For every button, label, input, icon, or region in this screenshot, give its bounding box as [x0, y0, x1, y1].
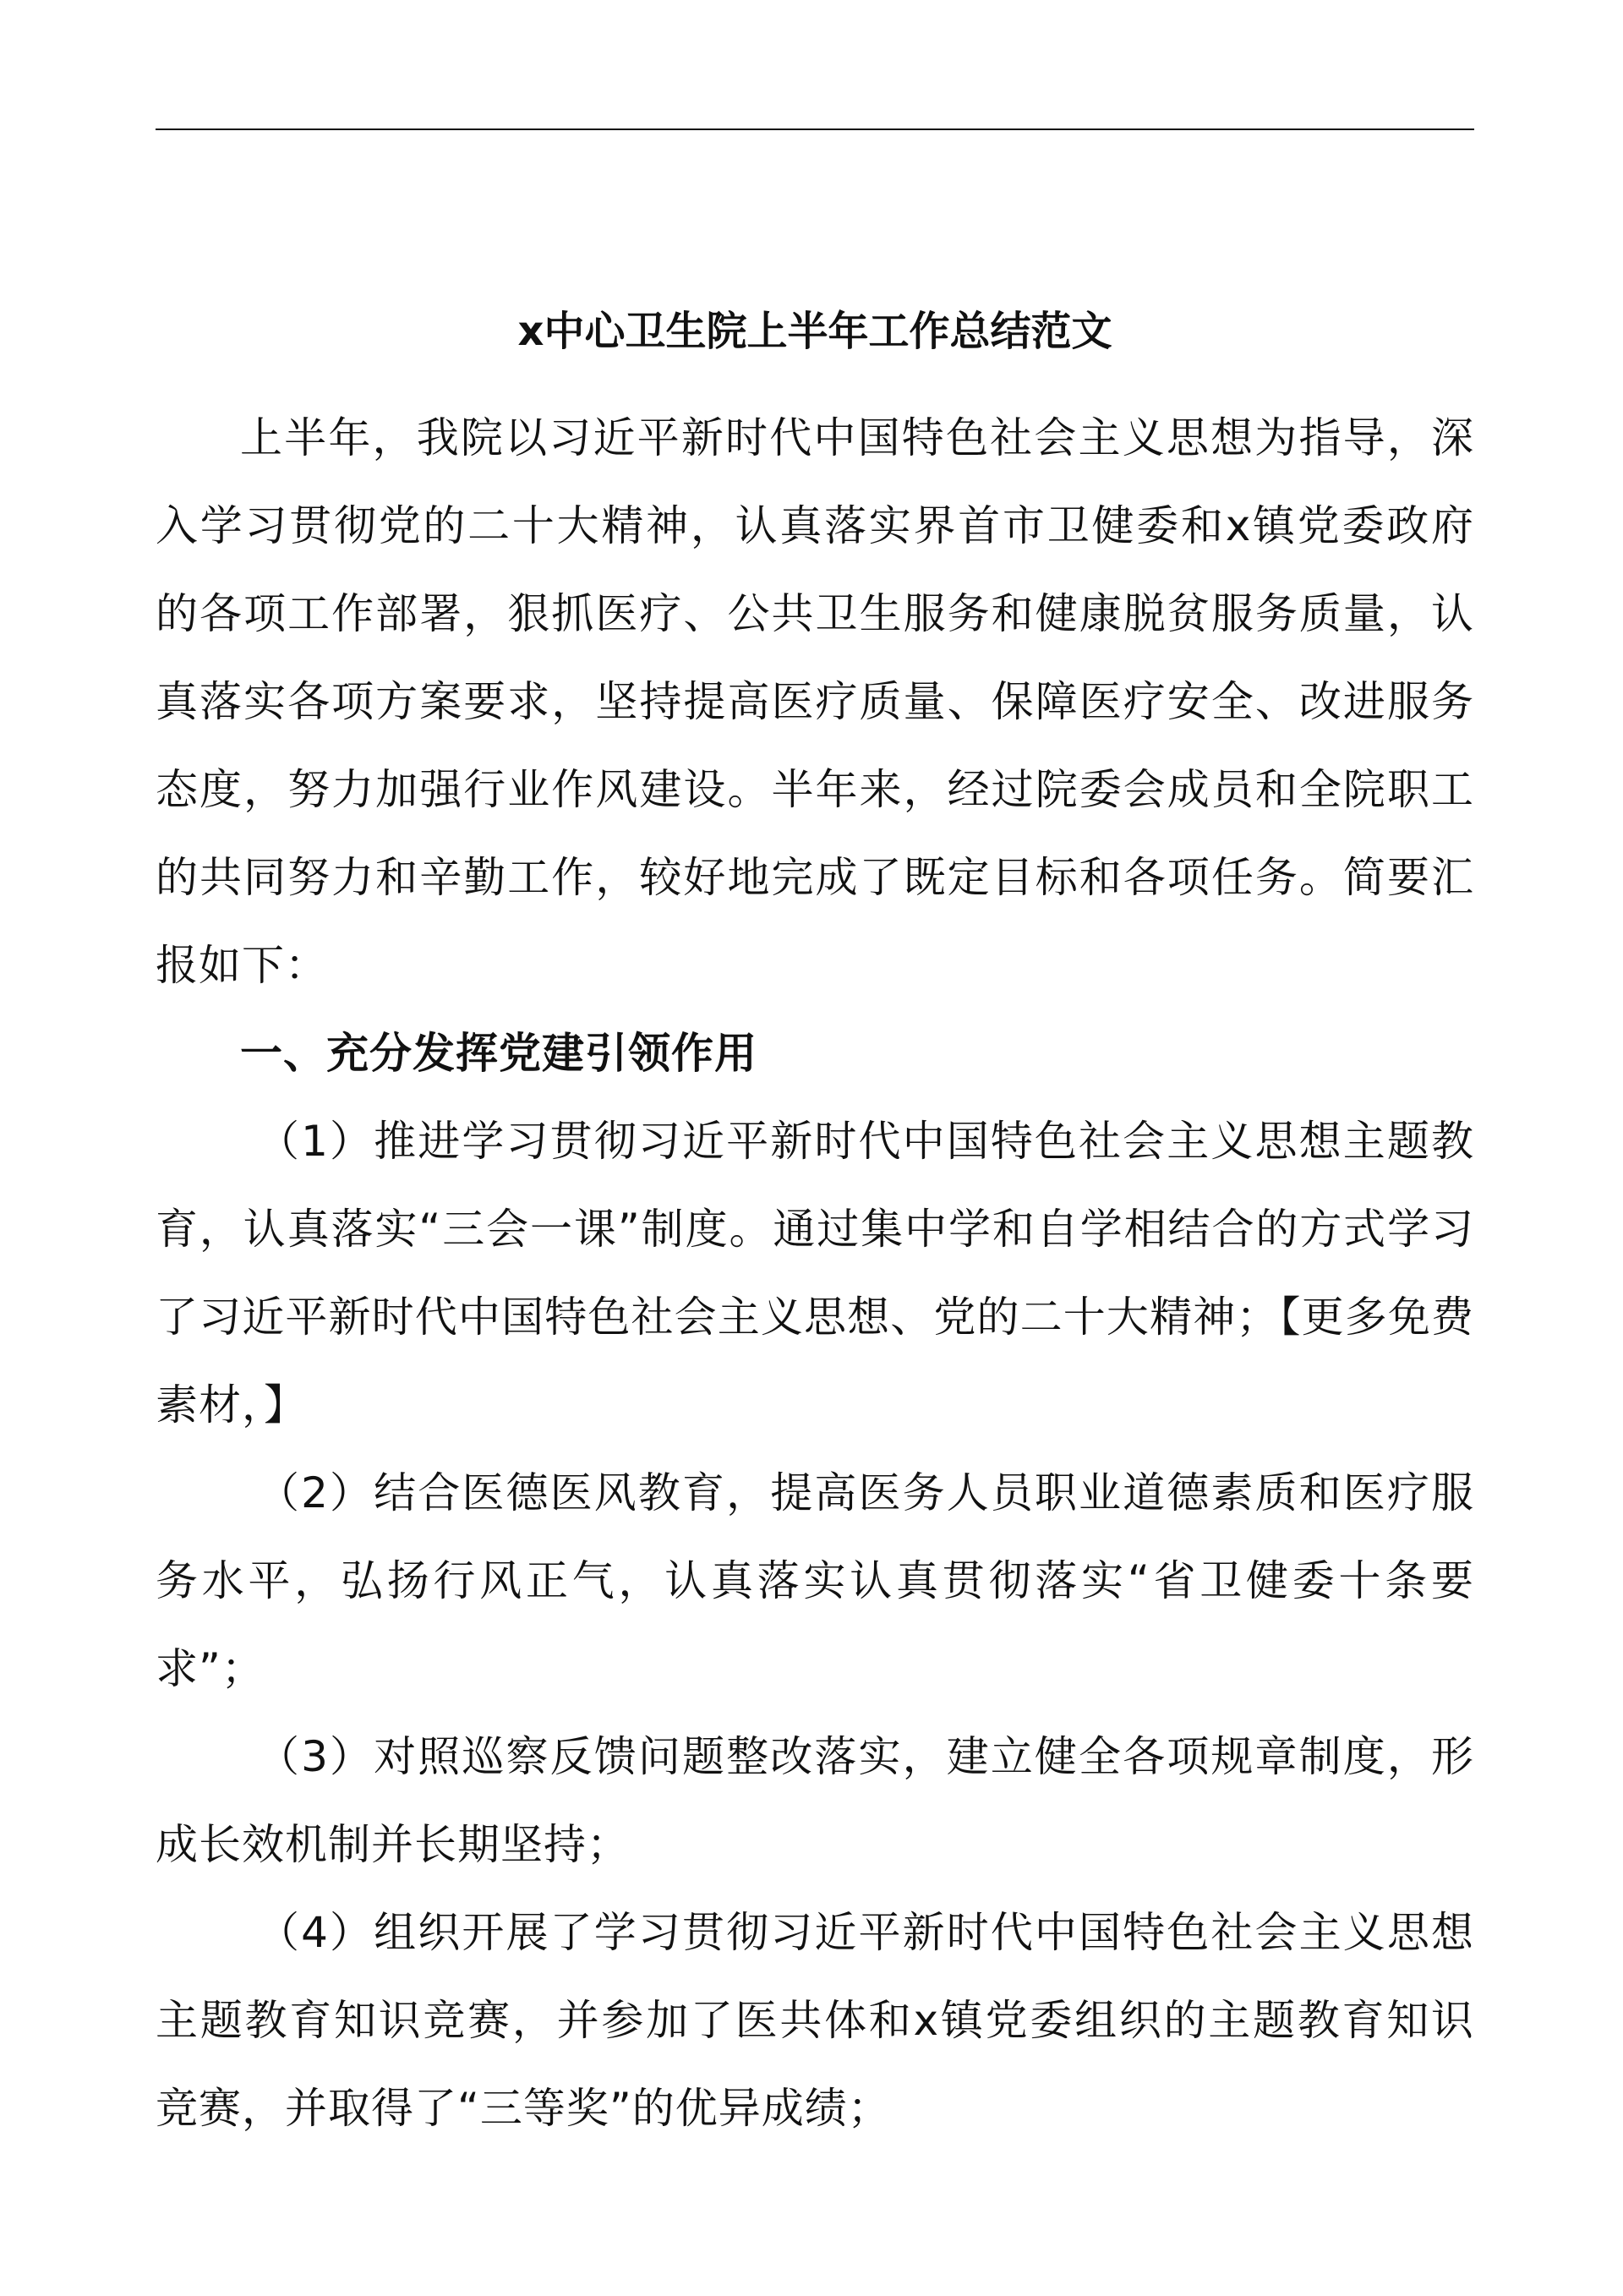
document-title: x中心卫生院上半年工作总结范文 — [517, 308, 1112, 355]
intro-paragraph: 上半年，我院以习近平新时代中国特色社会主义思想为指导，深入学习贯彻党的二十大精神，认真落实界首市卫健委和x镇党委政府的各项工作部署，狠抓医疗、公共卫生服务和健康脱贫服务质量，认真落实各项方案要求，坚持提高医疗质量、保障医疗安全、改进服务态度，努力加强行业作风建设。半年来，经过院委会成员和全院职工的共同努力和辛勤工作，较好地完成了既定目标和各项任务。简要汇报如下： — [156, 413, 1474, 990]
section-heading: 一、充分发挥党建引领作用 — [240, 1029, 757, 1078]
section-item-4: （4）组织开展了学习贯彻习近平新时代中国特色社会主义思想主题教育知识竞赛，并参加了医共体和x镇党委组织的主题教育知识竞赛，并取得了“三等奖”的优异成绩； — [156, 1908, 1474, 2133]
section-item-2: （2）结合医德医风教育，提高医务人员职业道德素质和医疗服务水平，弘扬行风正气，认真落实认真贯彻落实“省卫健委十条要求”； — [156, 1468, 1474, 1693]
section-item-3: （3）对照巡察反馈问题整改落实，建立健全各项规章制度，形成长效机制并长期坚持； — [156, 1732, 1474, 1869]
header-rule — [156, 128, 1474, 130]
document-body — [156, 287, 1474, 2152]
section-item-1: （1）推进学习贯彻习近平新时代中国特色社会主义思想主题教育，认真落实“三会一课”制度。通过集中学和自学相结合的方式学习了习近平新时代中国特色社会主义思想、党的二十大精神；【更多免费 素材，】 — [156, 1117, 1474, 1430]
